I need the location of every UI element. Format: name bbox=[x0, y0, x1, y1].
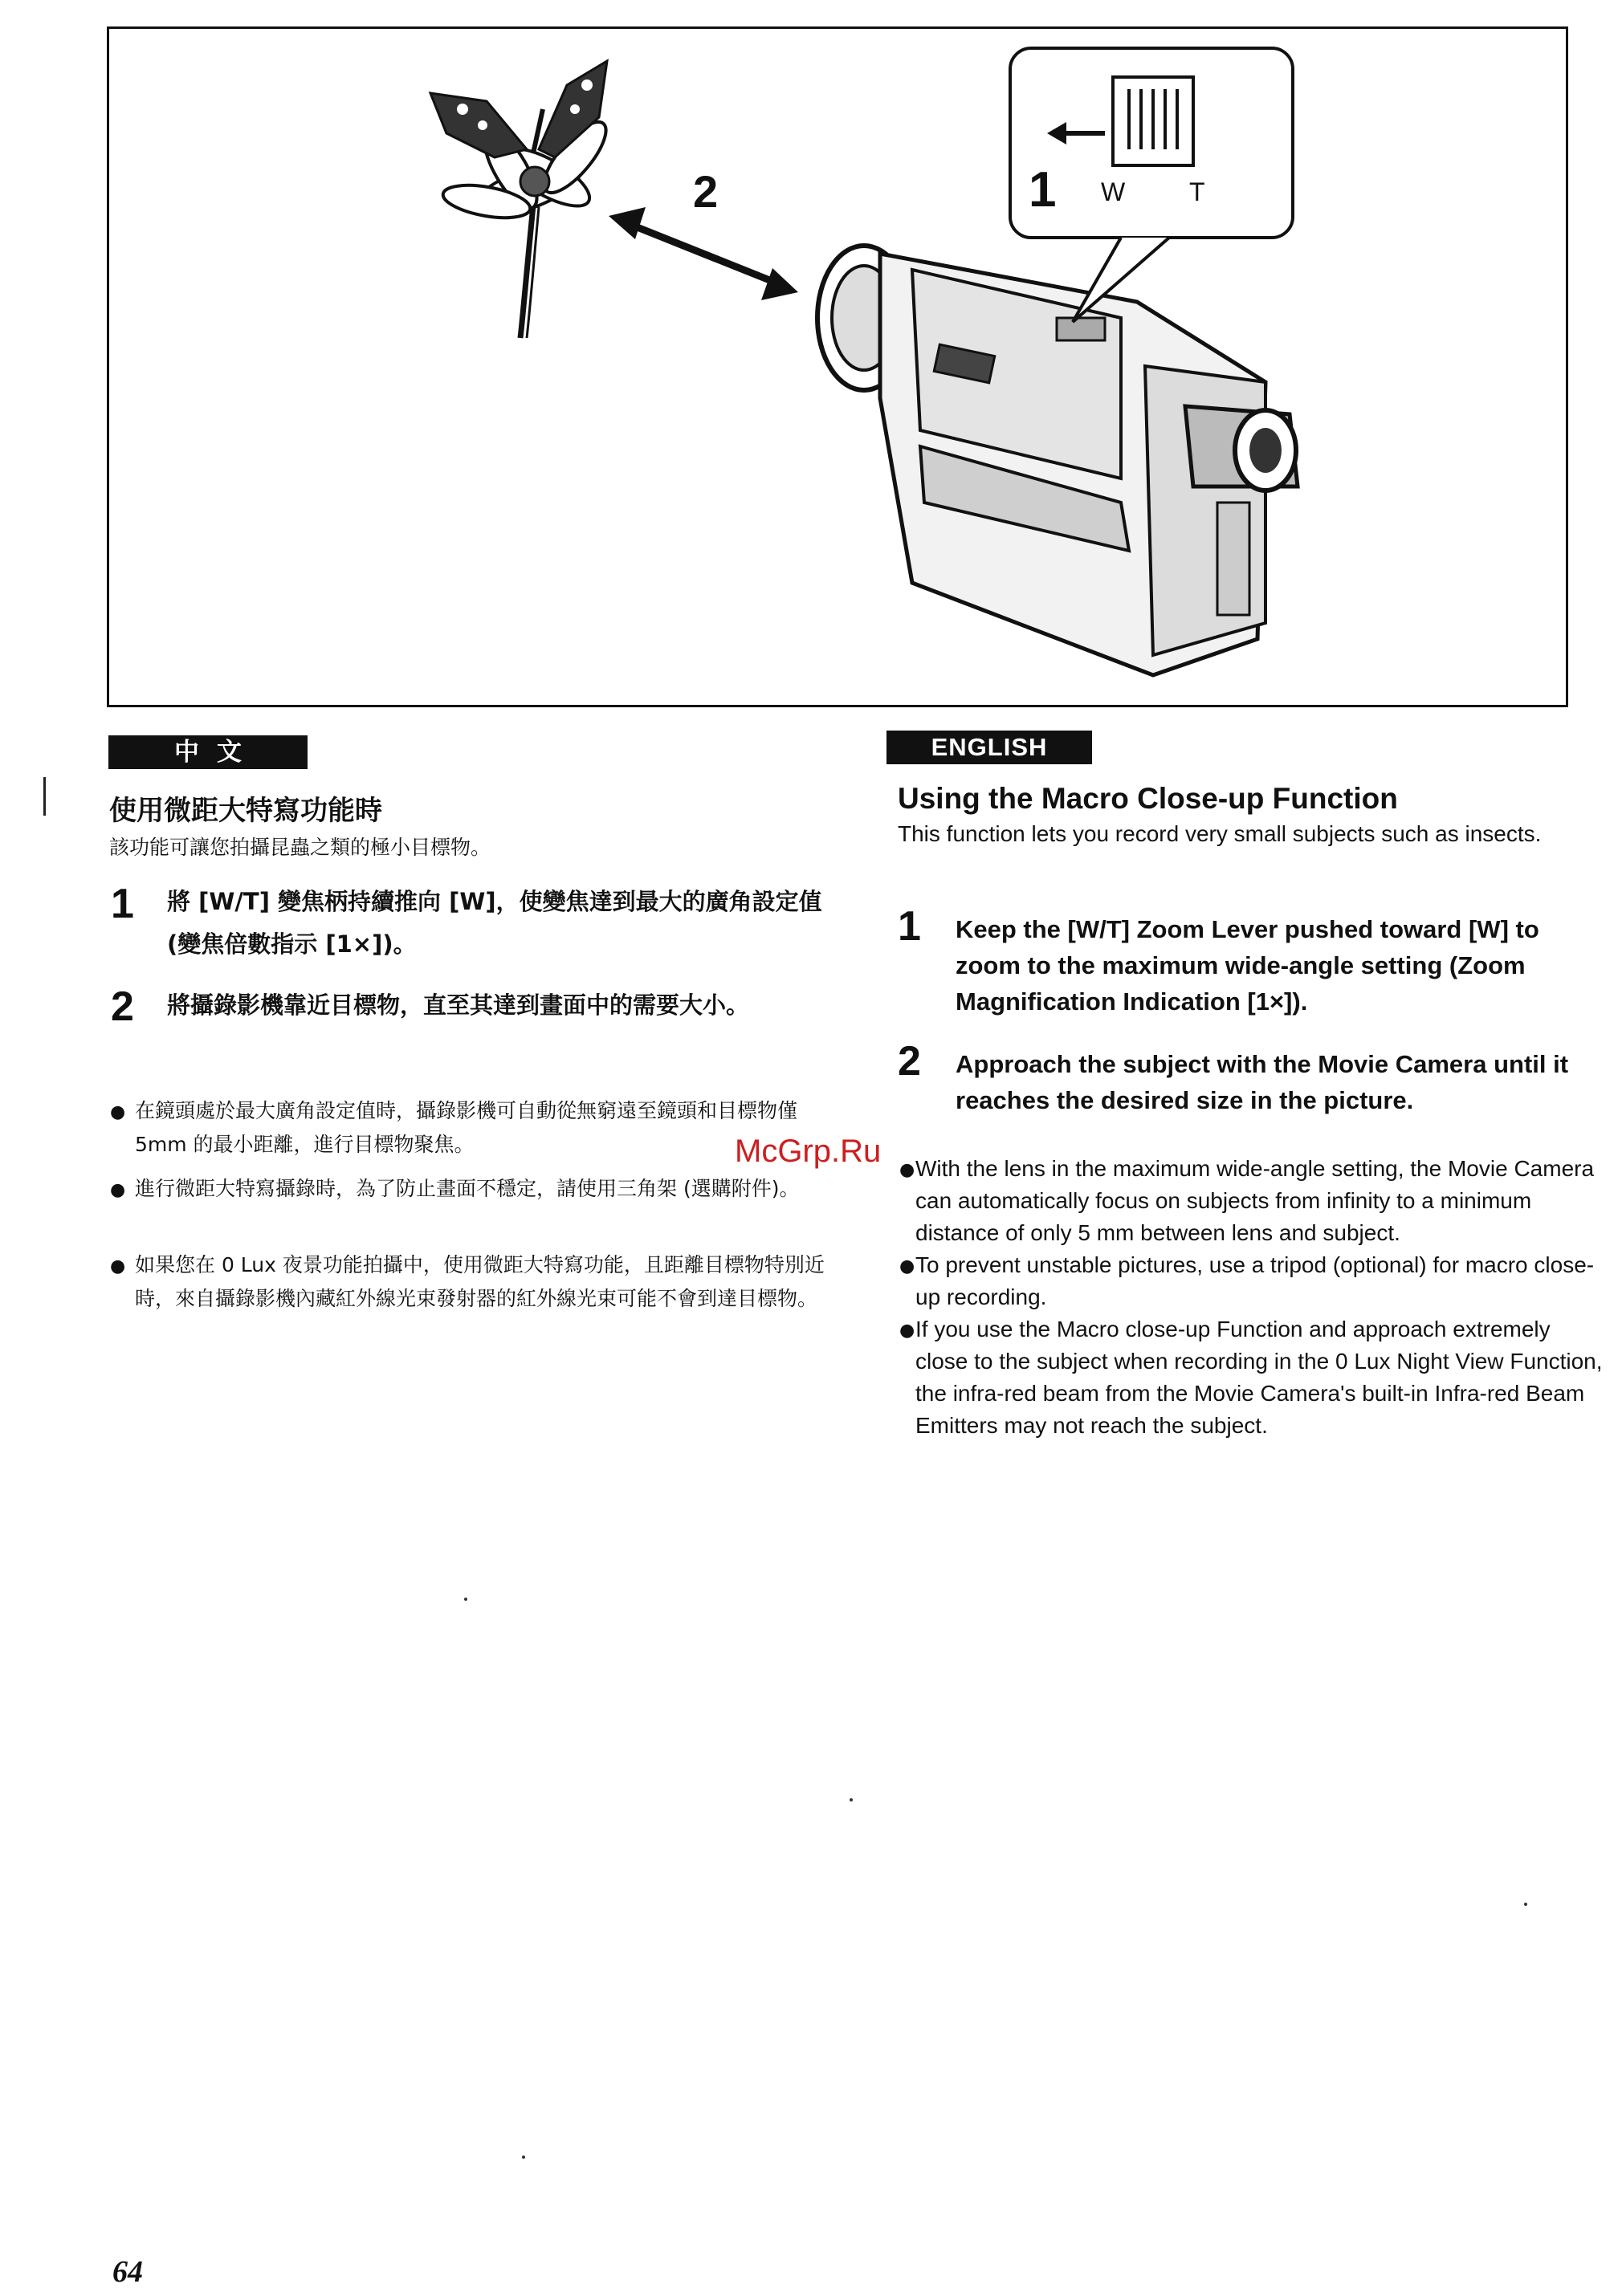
bullet-icon: ● bbox=[899, 1321, 915, 1341]
english-step-2-number: 2 bbox=[898, 1038, 921, 1085]
bullet-icon: ● bbox=[110, 1180, 126, 1200]
english-bullet-1: With the lens in the maximum wide-angle setting, the Movie Camera can automatically focus on subjects from infinity to a minimum distance of only 5 mm between lens and subject. bbox=[915, 1156, 1595, 1245]
bullet-icon: ● bbox=[899, 1160, 915, 1180]
callout-step-number: 1 bbox=[1029, 162, 1057, 218]
chinese-step-2-number: 2 bbox=[111, 983, 134, 1030]
english-step-1-text: Keep the [W/T] Zoom Lever pushed toward [W] to zoom to the maximum wide-angle setting (Zoom Magnification Indication [1×]). bbox=[956, 915, 1539, 1016]
english-step-2-text: Approach the subject with the Movie Camera until it reaches the desired size in the picture. bbox=[956, 1050, 1569, 1114]
print-speck bbox=[464, 1598, 467, 1601]
arrow-step-number: 2 bbox=[693, 166, 719, 217]
watermark: McGrp.Ru bbox=[735, 1134, 882, 1169]
chinese-section-title: 使用微距大特寫功能時 bbox=[109, 795, 382, 827]
page-number: 64 bbox=[112, 2255, 143, 2289]
english-language-badge: ENGLISH bbox=[886, 731, 1092, 764]
english-step-1-number: 1 bbox=[898, 903, 921, 950]
lever-t-label: T bbox=[1189, 177, 1205, 206]
bullet-icon: ● bbox=[110, 1256, 126, 1276]
chinese-step-1-text: 將 [W/T] 變焦柄持續推向 [W]，使變焦達到最大的廣角設定值 (變焦倍數指示 [1×])。 bbox=[167, 888, 822, 958]
english-bullet-3: If you use the Macro close-up Function and approach extremely close to the subject when recording in the 0 Lux Night View Function, the infra-red beam from the Movie Camera's built-in Infra-red Beam Emitters may not reach the subject. bbox=[915, 1317, 1603, 1438]
english-section-title: Using the Macro Close-up Function bbox=[898, 782, 1398, 815]
margin-mark bbox=[43, 777, 46, 816]
macro-illustration bbox=[107, 26, 1568, 707]
flower-drawing bbox=[441, 113, 616, 338]
chinese-step-2-text: 將攝錄影機靠近目標物，直至其達到畫面中的需要大小。 bbox=[167, 991, 750, 1019]
lever-w-label: W bbox=[1101, 177, 1126, 206]
chinese-step-1-number: 1 bbox=[111, 881, 134, 927]
illustration-drawing bbox=[109, 29, 1571, 710]
chinese-intro: 該功能可讓您拍攝昆蟲之類的極小目標物。 bbox=[109, 836, 491, 859]
camcorder-drawing bbox=[817, 246, 1298, 675]
print-speck bbox=[850, 1798, 853, 1801]
chinese-bullet-3: 如果您在 0 Lux 夜景功能拍攝中，使用微距大特寫功能，且距離目標物特別近時，來自攝錄影機內藏紅外線光束發射器的紅外線光束可能不會到達目標物。 bbox=[135, 1253, 825, 1310]
chinese-language-badge: 中文 bbox=[108, 735, 308, 769]
print-speck bbox=[522, 2156, 525, 2159]
print-speck bbox=[1524, 1903, 1527, 1906]
english-intro: This function lets you record very small subjects such as insects. bbox=[898, 821, 1542, 846]
english-bullet-2: To prevent unstable pictures, use a tripod (optional) for macro close-up recording. bbox=[915, 1252, 1595, 1309]
distance-arrow bbox=[609, 207, 798, 300]
chinese-bullet-1: 在鏡頭處於最大廣角設定值時，攝錄影機可自動從無窮遠至鏡頭和目標物僅 5mm 的最小距離，進行目標物聚焦。 bbox=[135, 1099, 798, 1156]
chinese-bullet-2: 進行微距大特寫攝錄時，為了防止畫面不穩定，請使用三角架 (選購附件)。 bbox=[135, 1177, 800, 1200]
bullet-icon: ● bbox=[110, 1102, 126, 1122]
bullet-icon: ● bbox=[899, 1256, 915, 1276]
